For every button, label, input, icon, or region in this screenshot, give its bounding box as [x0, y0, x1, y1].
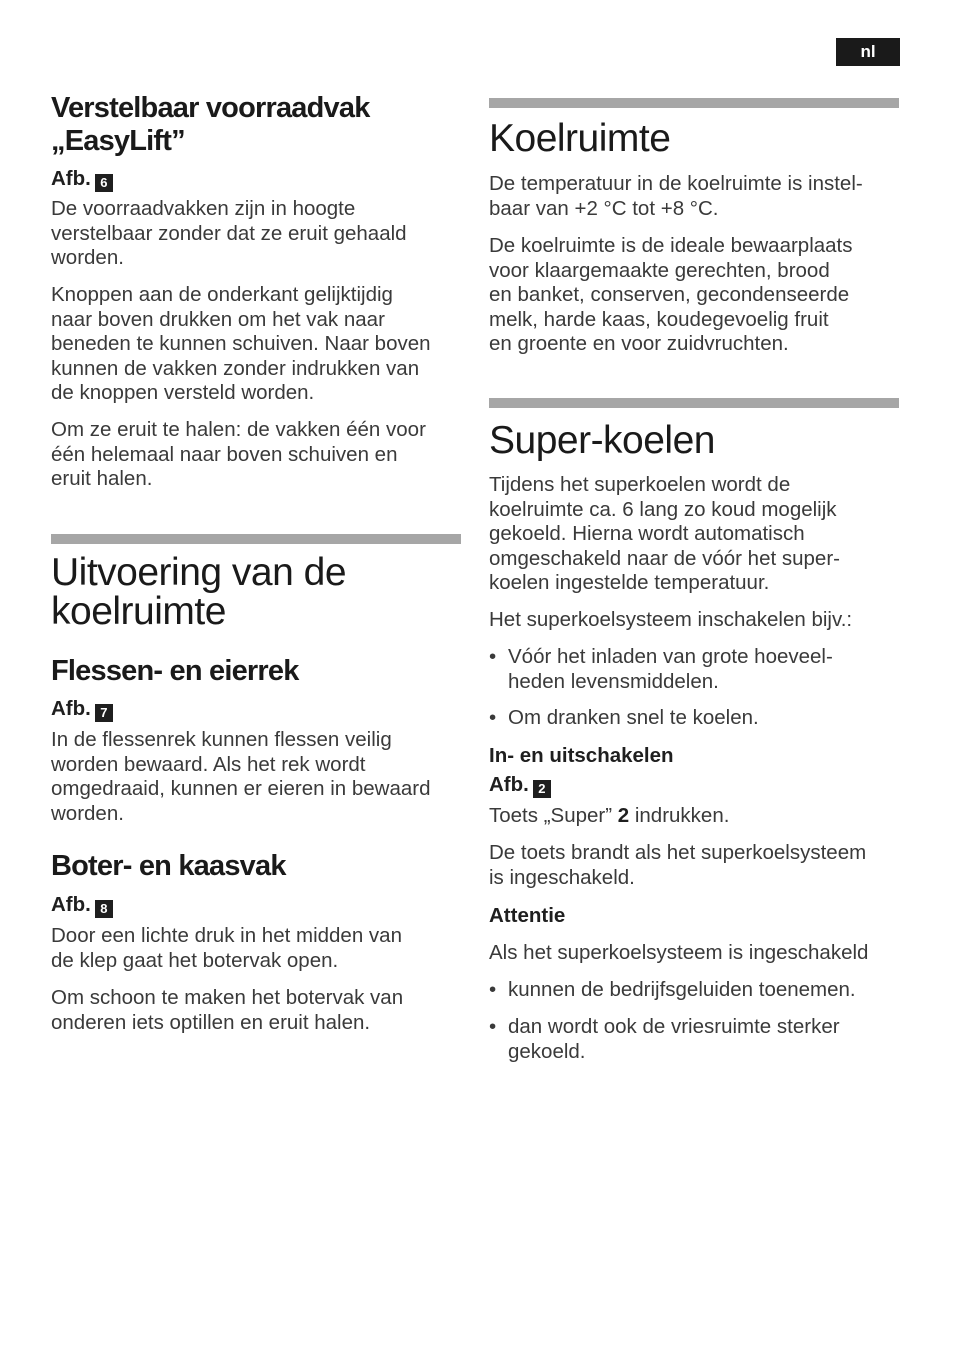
- list-item: • Vóór het inladen van grote hoeveel- heden levensmiddelen.: [489, 645, 833, 693]
- paragraph: Het superkoelsysteem inschakelen bijv.:: [489, 608, 853, 631]
- language-tab: nl: [836, 38, 900, 66]
- heading-line: „EasyLift”: [51, 125, 185, 157]
- list-item: • dan wordt ook de vriesruimte sterker gekoeld.: [489, 1015, 840, 1063]
- bullet-icon: •: [489, 978, 497, 1001]
- figure-reference: Afb. 7: [51, 697, 461, 722]
- heading-line: Verstelbaar voorraadvak: [51, 92, 370, 124]
- paragraph: Toets „Super” 2 indrukken.: [489, 804, 730, 827]
- figure-number-box: 6: [95, 174, 113, 192]
- paragraph: In de flessenrek kunnen flessen veilig worden bewaard. Als het rek wordt omgedraaid, kunnen er eieren in bewaard worden.: [51, 728, 431, 825]
- list-item: • kunnen de bedrijfsgeluiden toenemen.: [489, 978, 856, 1001]
- section-divider: [51, 534, 461, 544]
- figure-number-box: 8: [95, 900, 113, 918]
- subheading: Attentie: [489, 904, 566, 927]
- paragraph: Knoppen aan de onderkant gelijktijdig naar boven drukken om het vak naar beneden te kunnen schuiven. Naar boven kunnen de vakken zonder indrukken van de knoppen versteld worden.: [51, 283, 431, 404]
- figure-reference: Afb. 2: [489, 773, 899, 798]
- list-item: • Om dranken snel te koelen.: [489, 706, 759, 729]
- section-title: Super-koelen: [489, 419, 715, 462]
- section-divider: [489, 98, 899, 108]
- section-title: Uitvoering van de koelruimte: [51, 551, 347, 633]
- section-title: Koelruimte: [489, 117, 671, 160]
- figure-number-box: 2: [533, 780, 551, 798]
- figure-reference: Afb. 6: [51, 167, 461, 192]
- flessen-heading: Flessen- en eierrek: [51, 655, 299, 687]
- section-divider: [489, 398, 899, 408]
- bullet-icon: •: [489, 706, 497, 729]
- paragraph: Om ze eruit te halen: de vakken één voor één helemaal naar boven schuiven en eruit halen.: [51, 418, 426, 490]
- paragraph: De koelruimte is de ideale bewaarplaats voor klaargemaakte gerechten, brood en banket, conserven, gecondenseerde melk, harde kaas, koudegevoelig fruit en groente en voor zuidvruchten.: [489, 234, 853, 355]
- bullet-icon: •: [489, 645, 497, 668]
- bullet-icon: •: [489, 1015, 497, 1038]
- paragraph: De voorraadvakken zijn in hoogte verstelbaar zonder dat ze eruit gehaald worden.: [51, 197, 407, 269]
- paragraph: Tijdens het superkoelen wordt de koelruimte ca. 6 lang zo koud mogelijk gekoeld. Hierna wordt automatisch omgeschakeld naar de vóór het super- koelen ingestelde temperatuur.: [489, 473, 840, 594]
- figure-number-box: 7: [95, 704, 113, 722]
- paragraph: Als het superkoelsysteem is ingeschakeld: [489, 941, 869, 964]
- paragraph: De toets brandt als het superkoelsysteem is ingeschakeld.: [489, 841, 867, 889]
- boter-heading: Boter- en kaasvak: [51, 850, 286, 882]
- subheading: In- en uitschakelen: [489, 744, 674, 767]
- paragraph: Om schoon te maken het botervak van onderen iets optillen en eruit halen.: [51, 986, 404, 1034]
- easylift-heading: [51, 92, 461, 158]
- paragraph: De temperatuur in de koelruimte is instel- baar van +2 °C tot +8 °C.: [489, 172, 863, 220]
- figure-reference: Afb. 8: [51, 893, 461, 918]
- paragraph: Door een lichte druk in het midden van de klep gaat het botervak open.: [51, 924, 402, 972]
